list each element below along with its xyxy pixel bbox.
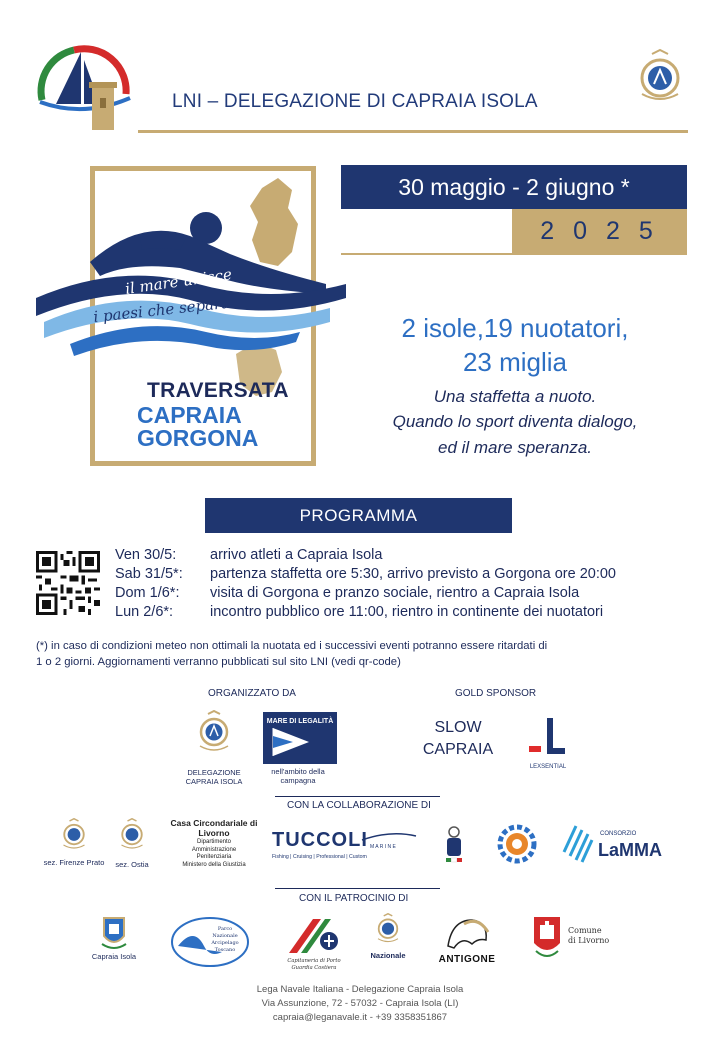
lni-seal-icon bbox=[632, 48, 688, 124]
capitaneria-text-1: Capitaneria di Porto bbox=[287, 958, 341, 964]
footer-address: Via Assunzione, 72 - 57032 - Capraia Isola (LI) bbox=[261, 998, 459, 1009]
programma-desc: arrivo atleti a Capraia Isola bbox=[210, 547, 383, 563]
slow-capraia-line-1: SLOW bbox=[434, 719, 482, 736]
parco-text-4: Toscano bbox=[214, 947, 236, 953]
antigone-text: ANTIGONE bbox=[438, 954, 496, 965]
programma-desc: visita di Gorgona e pranzo sociale, rientro a Capraia Isola bbox=[210, 585, 580, 601]
logo-title-gorgona: GORGONA bbox=[137, 425, 259, 451]
lamma-text: LaMMA bbox=[598, 840, 662, 860]
tagline-line-3: ed il mare speranza. bbox=[437, 438, 593, 457]
firenze-prato-caption: sez. Firenze Prato bbox=[43, 858, 105, 867]
weather-note-line-2: 1 o 2 giorni. Aggiornamenti verranno pubblicati sul sito LNI (vedi qr-code) bbox=[36, 656, 401, 668]
patrocinio-label: CON IL PATROCINIO DI bbox=[299, 893, 409, 904]
year-divider bbox=[341, 253, 687, 255]
casa-circondariale-title-line-2: Livorno bbox=[198, 828, 230, 839]
footer-contact[interactable]: capraia@leganavale.it - +39 3358351867 bbox=[272, 1012, 448, 1023]
nazionale-caption: Nazionale bbox=[370, 951, 406, 960]
headline-line-2: 23 miglia bbox=[462, 347, 568, 377]
logo-title-traversata: TRAVERSATA bbox=[147, 379, 289, 402]
mare-di-legalita-logo-icon bbox=[263, 712, 337, 764]
lamma-logo-icon bbox=[562, 822, 662, 864]
casa-circondariale-title bbox=[168, 818, 260, 838]
capitaneria-text-2: Guardia Costiera bbox=[291, 965, 337, 971]
lni-seal-icon bbox=[58, 818, 90, 860]
programma-day: Ven 30/5: bbox=[115, 547, 177, 563]
campagna-caption-line-1: nell'ambito della bbox=[271, 767, 325, 776]
programma-row bbox=[115, 585, 579, 601]
tuccoli-text: TUCCOLI bbox=[272, 829, 368, 851]
comune-livorno-logo-icon bbox=[530, 911, 622, 963]
programma-desc: incontro pubblico ore 11:00, rientro in continente dei nuotatori bbox=[210, 604, 604, 620]
lni-capraia-logo-icon bbox=[34, 42, 134, 134]
tuccoli-marine-text: M A R I N E bbox=[370, 844, 396, 850]
logo-title-capraia: CAPRAIA bbox=[137, 402, 242, 428]
collaborazione-label: CON LA COLLABORAZIONE DI bbox=[287, 800, 431, 811]
programma-banner: PROGRAMMA bbox=[205, 498, 512, 533]
comune-text-2: di Livorno bbox=[568, 936, 610, 945]
footer-organization: Lega Navale Italiana - Delegazione Capraia Isola bbox=[256, 984, 464, 995]
tuccoli-tagline: Fishing | Cruising | Professional | Custom bbox=[272, 854, 367, 860]
lni-seal-icon bbox=[116, 818, 148, 860]
date-range-banner: 30 maggio - 2 giugno * bbox=[341, 165, 687, 209]
wave-text-2: i paesi che separa bbox=[92, 293, 231, 326]
programma-day: Sab 31/5*: bbox=[115, 566, 183, 582]
parco-text-1: Parco bbox=[217, 926, 233, 932]
collaborazione-divider bbox=[275, 796, 440, 797]
campagna-caption-line-2: campagna bbox=[280, 775, 316, 785]
programma-row bbox=[115, 604, 603, 620]
organizzato-label: ORGANIZZATO DA bbox=[208, 688, 296, 699]
casa-circondariale-title-line-1: Casa Circondariale di bbox=[170, 818, 258, 828]
tuccoli-marine-logo-icon bbox=[270, 826, 420, 862]
crest-icon bbox=[443, 824, 465, 866]
tagline-line-2: Quando lo sport diventa dialogo, bbox=[392, 412, 638, 431]
casa-circondariale-sub-line-4: Ministero della Giustizia bbox=[182, 861, 246, 868]
casa-circondariale-sub-line-3: Penitenziaria bbox=[196, 854, 232, 860]
parco-arcipelago-logo-icon bbox=[170, 916, 250, 968]
slow-capraia-line-2: CAPRAIA bbox=[422, 741, 494, 758]
casa-circondariale-sub-line-1: Dipartimento bbox=[196, 839, 231, 845]
ostia-caption: sez. Ostia bbox=[115, 860, 149, 869]
header-divider bbox=[138, 130, 688, 133]
delegazione-caption-line-2: CAPRAIA ISOLA bbox=[185, 776, 243, 786]
delegazione-caption bbox=[182, 769, 246, 786]
year-banner: 2 0 2 5 bbox=[512, 209, 687, 253]
campagna-caption bbox=[258, 768, 338, 785]
consorzio-text: CONSORZIO bbox=[600, 831, 637, 837]
antigone-logo-icon bbox=[434, 912, 500, 968]
programma-desc: partenza staffetta ore 5:30, arrivo previsto a Gorgona ore 20:00 bbox=[210, 566, 616, 582]
programma-day: Lun 2/6*: bbox=[115, 604, 174, 620]
capraia-crest-icon bbox=[98, 914, 130, 952]
lni-seal-icon bbox=[194, 710, 234, 766]
parco-text-3: Arcipelago bbox=[211, 940, 239, 946]
capitaneria-logo-icon bbox=[285, 915, 343, 973]
programma-row bbox=[115, 566, 616, 582]
lni-seal-icon bbox=[372, 913, 404, 953]
header-title: LNI – DELEGAZIONE DI CAPRAIA ISOLA bbox=[172, 91, 538, 112]
headline-line-1: 2 isole,19 nuotatori, bbox=[401, 313, 629, 343]
lexsential-logo-icon bbox=[525, 716, 571, 772]
comune-text-1: Comune bbox=[568, 926, 602, 935]
casa-circondariale-sub-line-2: Amministrazione bbox=[191, 846, 237, 853]
patrocinio-divider bbox=[275, 888, 440, 889]
parco-text-2: Nazionale bbox=[212, 933, 238, 939]
qr-code-icon[interactable] bbox=[36, 551, 100, 615]
weather-note-line-1: (*) in caso di condizioni meteo non ottimali la nuotata ed i successivi eventi potranno essere ritardati di bbox=[36, 640, 548, 652]
capraia-caption: Capraia Isola bbox=[91, 952, 137, 961]
programma-day: Dom 1/6*: bbox=[115, 585, 180, 601]
lexsential-text: LEXSENTIAL bbox=[529, 764, 567, 770]
delegazione-caption-line-1: DELEGAZIONE bbox=[187, 768, 241, 777]
gear-badge-icon bbox=[497, 824, 537, 864]
wave-text-1: il mare unisce bbox=[124, 265, 233, 298]
programma-row bbox=[115, 547, 382, 563]
gold-sponsor-label: GOLD SPONSOR bbox=[455, 688, 537, 699]
casa-circondariale-subtitle bbox=[168, 839, 260, 869]
tagline-line-1: Una staffetta a nuoto. bbox=[433, 387, 597, 406]
mare-di-legalita-text: MARE DI LEGALITÀ bbox=[266, 718, 334, 725]
